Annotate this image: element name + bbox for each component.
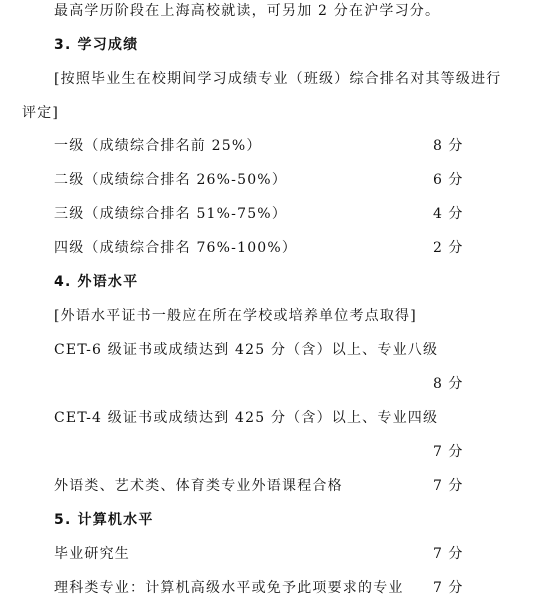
intro-text: 最高学历阶段在上海高校就读，可另加 2 分在沪学习分。 xyxy=(54,3,441,19)
grade-2-score: 6 分 xyxy=(433,172,464,188)
section-5-heading: 5. 计算机水平 xyxy=(54,512,154,528)
science-major-score: 7 分 xyxy=(433,580,464,596)
grade-1-label: 一级（成绩综合排名前 25%） xyxy=(54,138,262,154)
grade-4-score: 2 分 xyxy=(433,240,464,256)
foreign-language-course-score: 7 分 xyxy=(433,478,464,494)
graduate-student-score: 7 分 xyxy=(433,546,464,562)
cet6-score: 8 分 xyxy=(433,376,464,392)
cet4-label: CET-4 级证书或成绩达到 425 分（含）以上、专业四级 xyxy=(54,410,439,426)
grade-3-score: 4 分 xyxy=(433,206,464,222)
section-3-note-line-1: [按照毕业生在校期间学习成绩专业（班级）综合排名对其等级进行 xyxy=(54,71,502,87)
section-4-heading: 4. 外语水平 xyxy=(54,274,139,290)
grade-1-score: 8 分 xyxy=(433,138,464,154)
grade-4-label: 四级（成绩综合排名 76%-100%） xyxy=(54,240,298,256)
section-4-note: [外语水平证书一般应在所在学校或培养单位考点取得] xyxy=(54,308,417,324)
grade-2-label: 二级（成绩综合排名 26%-50%） xyxy=(54,172,288,188)
science-major-label: 理科类专业：计算机高级水平或免予此项要求的专业 xyxy=(54,580,404,596)
cet6-label: CET-6 级证书或成绩达到 425 分（含）以上、专业八级 xyxy=(54,342,439,358)
grade-3-label: 三级（成绩综合排名 51%-75%） xyxy=(54,206,288,222)
section-3-note-line-2: 评定] xyxy=(22,105,60,121)
section-3-heading: 3. 学习成绩 xyxy=(54,37,139,53)
foreign-language-course-label: 外语类、艺术类、体育类专业外语课程合格 xyxy=(54,478,343,494)
graduate-student-label: 毕业研究生 xyxy=(54,546,130,562)
cet4-score: 7 分 xyxy=(433,444,464,460)
